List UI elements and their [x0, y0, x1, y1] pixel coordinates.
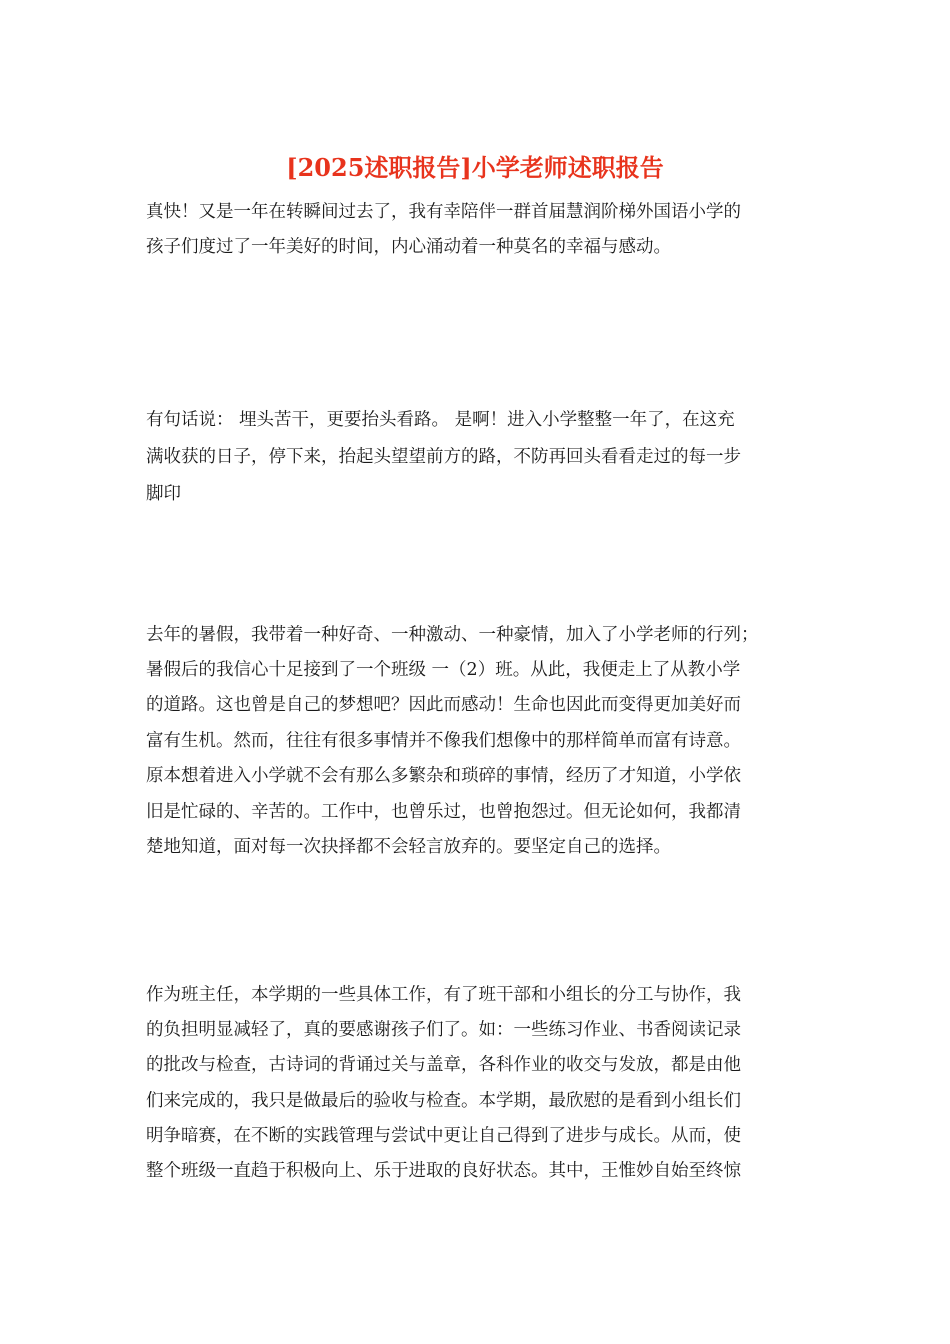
paragraph-2-line-3: 脚印 [146, 484, 181, 504]
paragraph-3-line-1: 去年的暑假，我带着一种好奇、一种激动、一种豪情，加入了小学老师的行列； [146, 625, 759, 645]
paragraph-4-line-4: 们来完成的，我只是做最后的验收与检查。本学期，最欣慰的是看到小组长们 [146, 1091, 741, 1111]
paragraph-2-line-2: 满收获的日子，停下来，抬起头望望前方的路，不防再回头看看走过的每一步 [146, 447, 741, 467]
paragraph-2-line-1: 有句话说： 埋头苦干，更要抬头看路。 是啊！进入小学整整一年了，在这充 [146, 410, 735, 430]
paragraph-3-line-2: 暑假后的我信心十足接到了一个班级 一（2）班。从此，我便走上了从教小学 [146, 660, 741, 680]
paragraph-3-line-6: 旧是忙碌的、辛苦的。工作中，也曾乐过，也曾抱怨过。但无论如何，我都清 [146, 802, 741, 822]
paragraph-1-line-2: 孩子们度过了一年美好的时间，内心涌动着一种莫名的幸福与感动。 [146, 237, 671, 257]
document-title: [2025述职报告]小学老师述职报告 [286, 153, 664, 182]
paragraph-3-line-3: 的道路。这也曾是自己的梦想吧？因此而感动！生命也因此而变得更加美好而 [146, 695, 741, 715]
paragraph-4-line-3: 的批改与检查，古诗词的背诵过关与盖章，各科作业的收交与发放，都是由他 [146, 1055, 741, 1075]
paragraph-4-line-5: 明争暗赛，在不断的实践管理与尝试中更让自己得到了进步与成长。从而，使 [146, 1126, 741, 1146]
paragraph-3-line-7: 楚地知道，面对每一次抉择都不会轻言放弃的。要坚定自己的选择。 [146, 837, 671, 857]
paragraph-4-line-2: 的负担明显减轻了，真的要感谢孩子们了。如：一些练习作业、书香阅读记录 [146, 1020, 741, 1040]
paragraph-4-line-1: 作为班主任，本学期的一些具体工作，有了班干部和小组长的分工与协作，我 [146, 985, 741, 1005]
paragraph-3-line-4: 富有生机。然而，往往有很多事情并不像我们想像中的那样简单而富有诗意。 [146, 731, 741, 751]
paragraph-4-line-6: 整个班级一直趋于积极向上、乐于进取的良好状态。其中，王惟妙自始至终惊 [146, 1161, 741, 1181]
paragraph-3-line-5: 原本想着进入小学就不会有那么多繁杂和琐碎的事情，经历了才知道，小学依 [146, 766, 741, 786]
paragraph-1-line-1: 真快！又是一年在转瞬间过去了，我有幸陪伴一群首届慧润阶梯外国语小学的 [146, 202, 741, 222]
